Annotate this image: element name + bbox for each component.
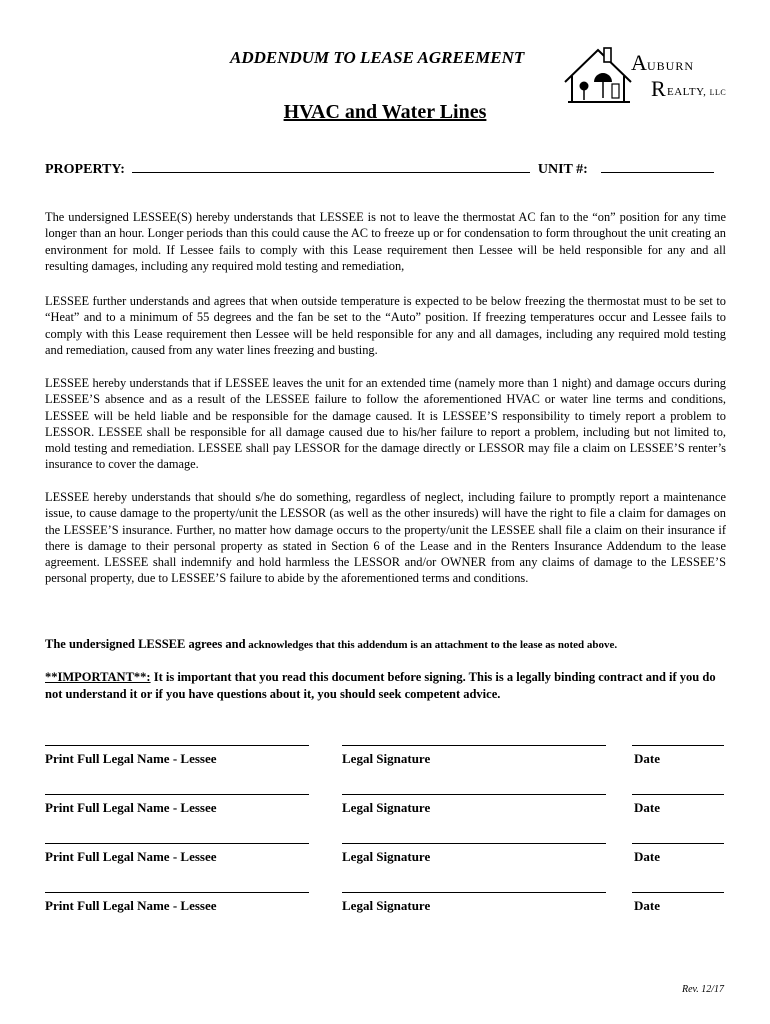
logo-letter-a: A (631, 50, 647, 75)
paragraph-1-text: The undersigned LESSEE(S) hereby understands that LESSEE is not to leave the thermostat AC fan to the “on” position for any time longer than an hour. Longer periods than this could cause the AC to freeze up or for condensation to form throughout the unit creating an environment for mold. If Lessee fails to comply with this Lease requirement then Lessee will be held responsible for any and all resulting damages, including any required mold testing and remediation, (45, 210, 726, 273)
date-line-2[interactable] (632, 794, 724, 795)
name-label-4: Print Full Legal Name - Lessee (45, 898, 217, 913)
name-line-1[interactable] (45, 745, 309, 746)
paragraph-4 (45, 489, 726, 587)
paragraph-2-text: LESSEE further understands and agrees that when outside temperature is expected to be below freezing the thermostat must to be set to “Heat” and to a minimum of 55 degrees and the fan be set to the “Auto” position. If freezing temperatures occur and Lessee fails to comply with this Lease requirement then Lessee will be held responsible for any and all damages, including any required mold testing and remediation, caused from any water lines freezing and busting. (45, 294, 726, 357)
signature-label-1: Legal Signature (342, 751, 431, 766)
logo-llc: LLC (709, 88, 727, 97)
name-line-3[interactable] (45, 843, 309, 844)
name-label-2: Print Full Legal Name - Lessee (45, 800, 217, 815)
logo-word-ealty (667, 86, 726, 98)
signature-label-3: Legal Signature (342, 849, 431, 864)
date-label-2: Date (634, 800, 660, 815)
revision-note: Rev. 12/17 (682, 984, 725, 995)
agreement-lead: The undersigned LESSEE agrees and (45, 637, 246, 651)
paragraph-4-text: LESSEE hereby understands that should s/he do something, regardless of neglect, including failure to promptly report a maintenance issue, to cause damage to the property/unit the LESSOR (as well as the other insureds) will have the right to file a claim for damages on the LESSEE’S insurance. Further, no matter how damage occurs to the property/unit the LESSEE shall file a claim on their insurance if there is damage to their personal property as stated in Section 6 of the Lease and in the Renters Insurance Addendum to the lease agreement. LESSEE shall indemnify and hold harmless the LESSOR and/or OWNER from any claims of damage to the LESSEE’S personal property, due to LESSEE’S failure to abide by the aforementioned terms and conditions. (45, 490, 726, 586)
unit-field[interactable] (601, 160, 714, 173)
name-label-1: Print Full Legal Name - Lessee (45, 751, 217, 766)
addendum-header-title: ADDENDUM TO LEASE AGREEMENT (230, 48, 525, 67)
date-line-1[interactable] (632, 745, 724, 746)
signature-line-3[interactable] (342, 843, 606, 844)
date-label-1: Date (634, 751, 660, 766)
date-line-4[interactable] (632, 892, 724, 893)
signature-line-1[interactable] (342, 745, 606, 746)
name-label-3: Print Full Legal Name - Lessee (45, 849, 217, 864)
signature-line-4[interactable] (342, 892, 606, 893)
property-field[interactable] (132, 160, 530, 173)
property-label: PROPERTY: (45, 162, 125, 177)
signature-line-2[interactable] (342, 794, 606, 795)
name-line-4[interactable] (45, 892, 309, 893)
name-line-2[interactable] (45, 794, 309, 795)
agreement-rest: acknowledges that this addendum is an attachment to the lease as noted above. (245, 639, 618, 651)
important-notice (45, 669, 730, 703)
property-unit-row (45, 160, 730, 178)
important-text: It is important that you read this document before signing. This is a legally binding contract and if you do not understand it or if you have questions about it, you should seek competent advice. (45, 670, 716, 701)
logo-word-ealty-text: EALTY, (667, 86, 707, 98)
paragraph-1 (45, 209, 726, 274)
date-line-3[interactable] (632, 843, 724, 844)
unit-label: UNIT #: (537, 162, 588, 177)
important-label: **IMPORTANT**: (45, 670, 151, 684)
paragraph-3-text: LESSEE hereby understands that if LESSEE leaves the unit for an extended time (namely more than 1 night) and damage occurs during LESSEE’S absence and as a result of the LESSEE failure to follow the aforementioned HVAC or water line terms and conditions, LESSEE will be held liable and be responsible for the damage caused. It is LESSEE’S responsibility to timely report a problem to LESSOR. LESSEE shall be responsible for all damage caused due to his/her failure to report a problem, including but not limited to, mold testing and remediation. LESSEE shall pay LESSOR for the damage directly or LESSOR may file a claim on LESSEE’S renter’s insurance to cover the damage. (45, 376, 726, 472)
paragraph-3 (45, 375, 726, 473)
logo-word-uburn: UBURN (647, 59, 695, 73)
date-label-3: Date (634, 849, 660, 864)
signature-label-2: Legal Signature (342, 800, 431, 815)
document-title: HVAC and Water Lines (283, 101, 487, 123)
date-label-4: Date (634, 898, 660, 913)
agreement-statement (45, 637, 735, 652)
logo-letter-r: R (651, 76, 666, 101)
paragraph-2 (45, 293, 726, 358)
house-icon (560, 40, 640, 110)
signature-label-4: Legal Signature (342, 898, 431, 913)
auburn-realty-logo (560, 40, 740, 110)
